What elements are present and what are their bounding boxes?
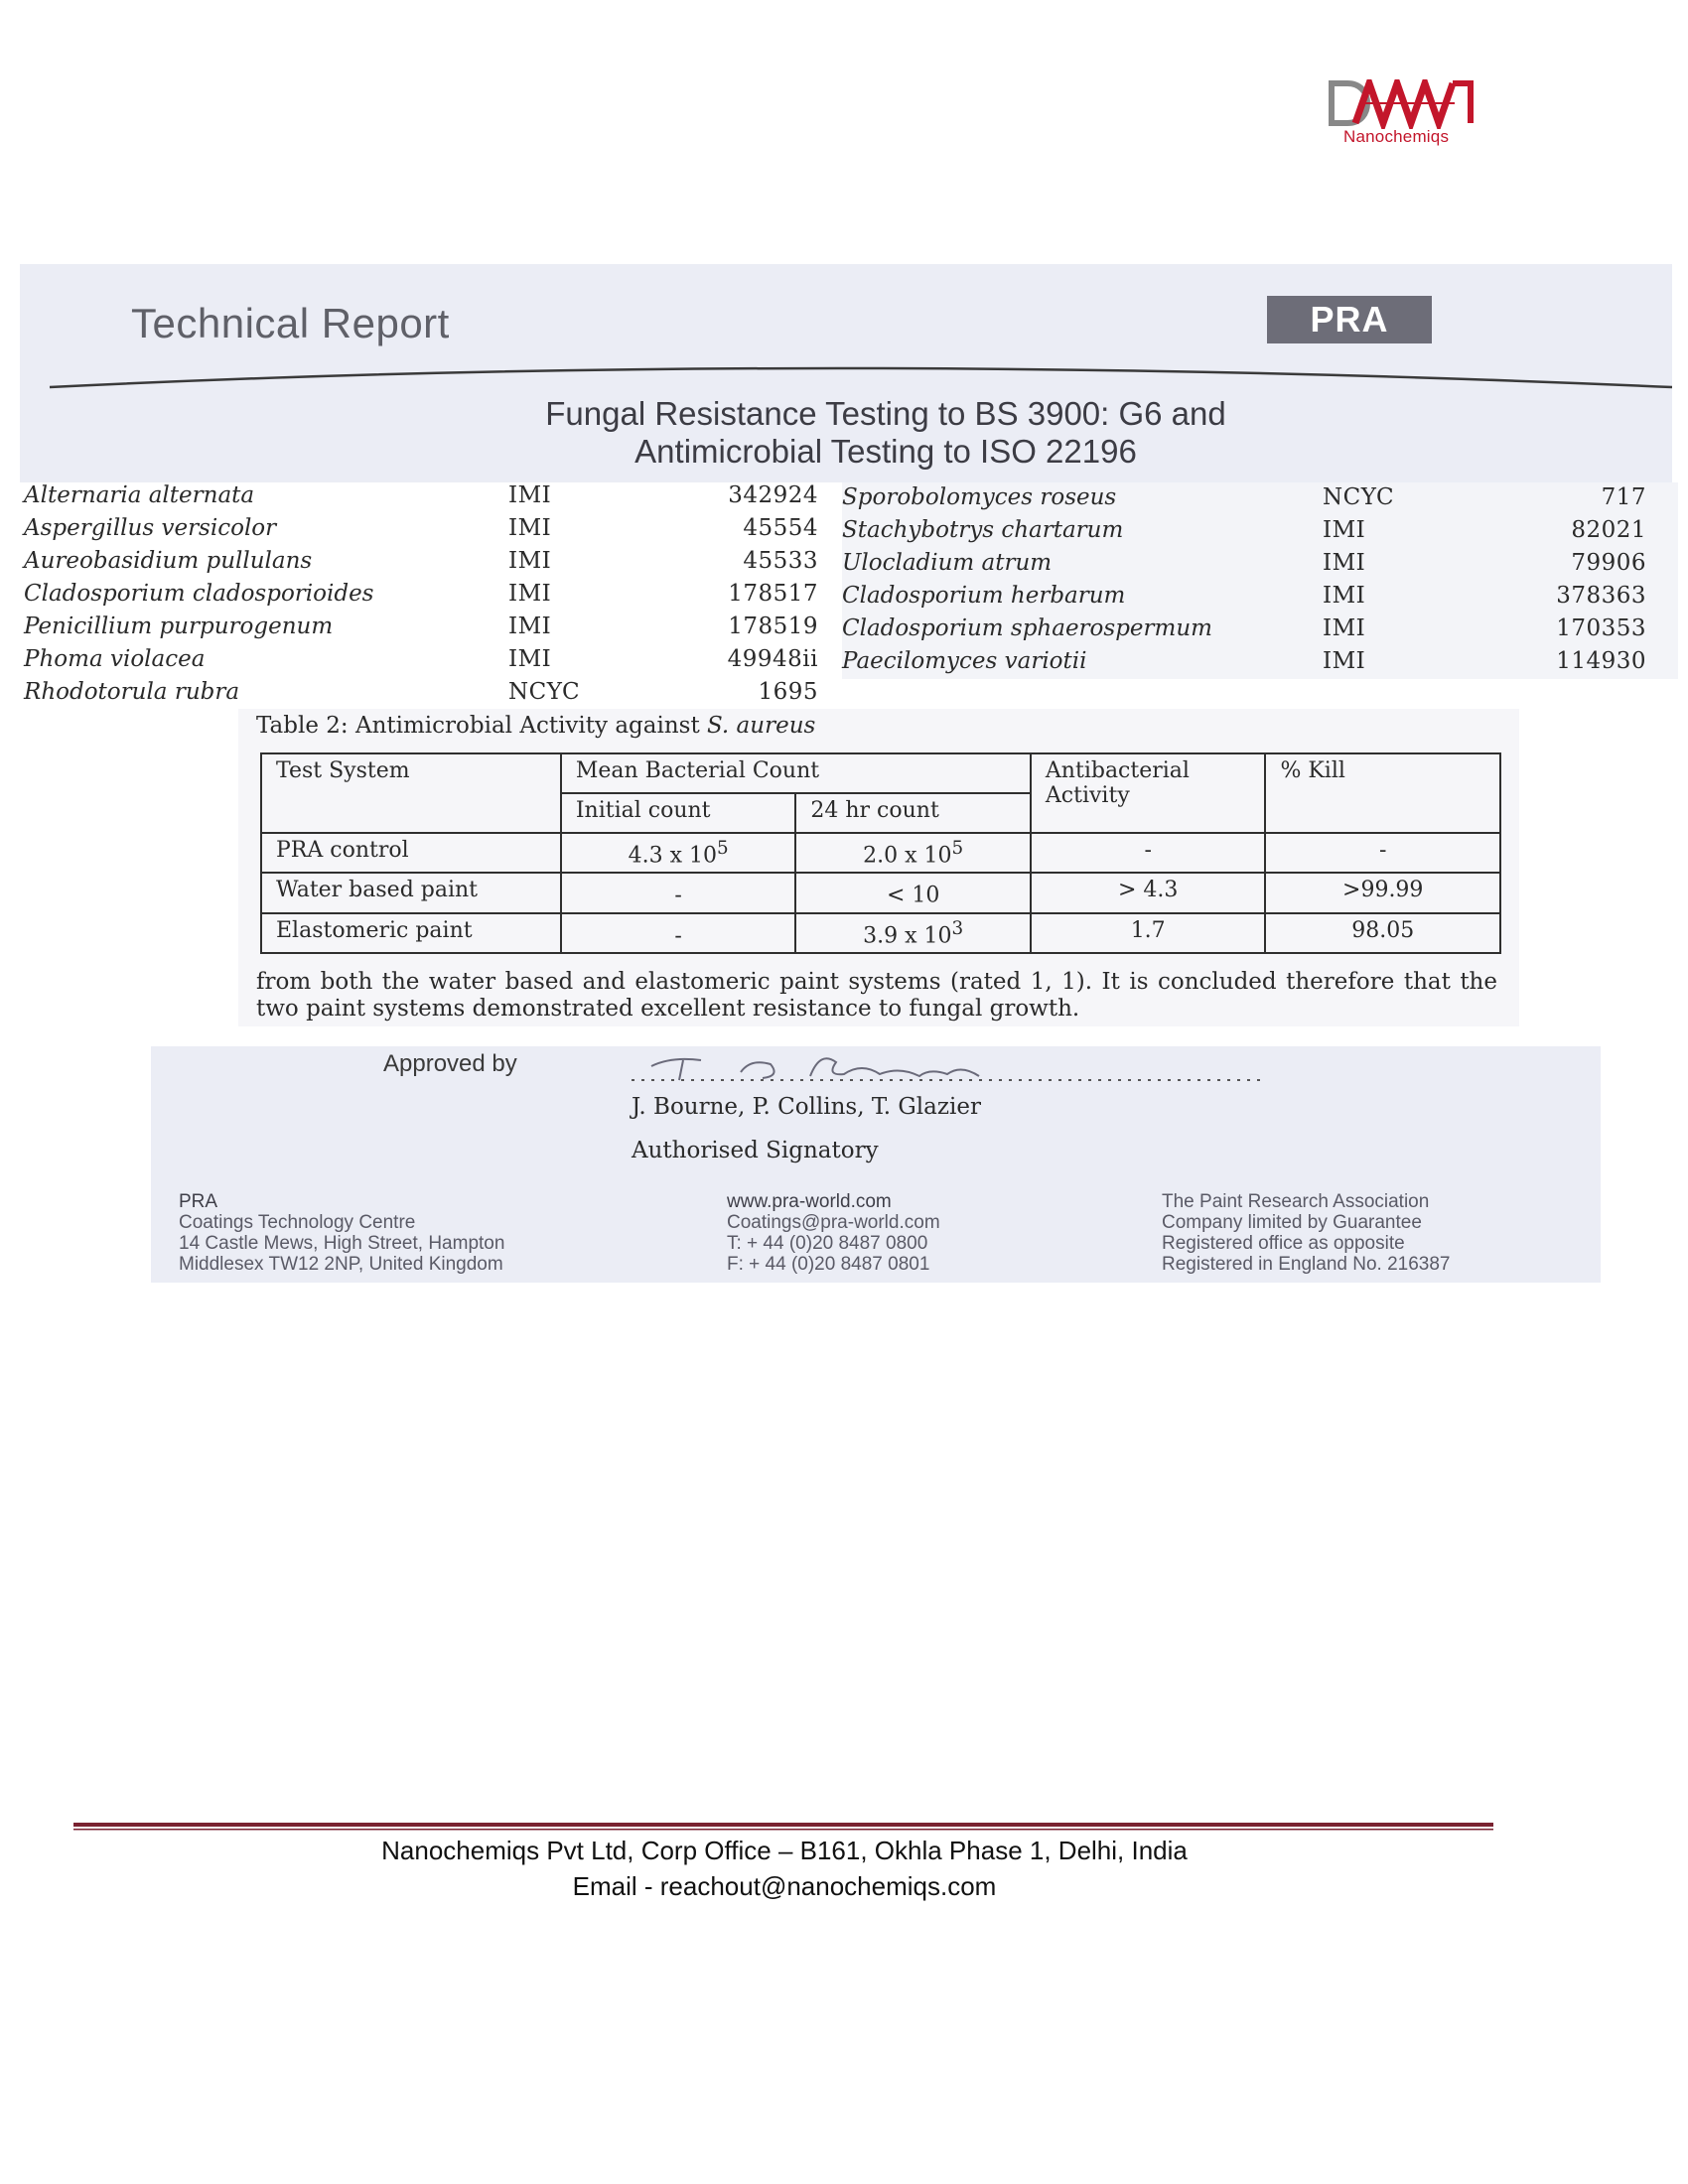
organism-number: 378363	[1556, 583, 1646, 609]
organism-name: Phoma violacea	[24, 646, 206, 672]
page-footer	[0, 1833, 1569, 1904]
organism-collection: NCYC	[508, 679, 581, 705]
logo-wordmark: Nanochemiqs	[1343, 127, 1450, 146]
organism-collection: NCYC	[1323, 484, 1395, 510]
footer-divider	[73, 1823, 1493, 1831]
organism-name: Cladosporium cladosporioides	[24, 581, 374, 607]
organism-name: Alternaria alternata	[24, 482, 255, 508]
organism-name: Cladosporium herbarum	[842, 583, 1126, 609]
list-item	[24, 513, 818, 546]
header-mean-count: Mean Bacterial Count	[561, 753, 1031, 793]
pra-registration: The Paint Research Association Company limited by Guarantee Registered office as opposite Registered in England No. 216387	[1162, 1191, 1451, 1275]
organism-collection: IMI	[1323, 550, 1366, 576]
list-item	[842, 614, 1678, 646]
organism-number: 1695	[758, 679, 818, 705]
table-caption-organism: S. aureus	[707, 713, 816, 739]
organism-number: 49948ii	[727, 646, 818, 672]
organism-name: Aureobasidium pullulans	[24, 548, 313, 574]
organism-list-left	[24, 480, 818, 710]
list-item	[24, 644, 818, 677]
organism-number: 342924	[728, 482, 818, 508]
header-kill: % Kill	[1265, 753, 1500, 833]
organism-name: Rhodotorula rubra	[24, 679, 240, 705]
signatory-role: Authorised Signatory	[632, 1138, 879, 1163]
organism-collection: IMI	[508, 646, 552, 672]
organism-collection: IMI	[1323, 648, 1366, 674]
organism-number: 45554	[743, 515, 818, 541]
subtitle-line-1: Fungal Resistance Testing to BS 3900: G6 and	[545, 395, 1226, 432]
signatory-names: J. Bourne, P. Collins, T. Glazier	[632, 1094, 981, 1120]
organism-number: 717	[1601, 484, 1646, 510]
cell-antibacterial-activity: 1.7	[1031, 913, 1266, 953]
list-item	[24, 579, 818, 612]
header-initial-count: Initial count	[561, 793, 796, 833]
organism-name: Sporobolomyces roseus	[842, 484, 1117, 510]
organism-name: Ulocladium atrum	[842, 550, 1053, 576]
list-item	[24, 546, 818, 579]
approval-section	[151, 1046, 1601, 1283]
organism-collection: IMI	[508, 581, 552, 607]
subtitle-line-2: Antimicrobial Testing to ISO 22196	[634, 433, 1137, 470]
pra-contact: www.pra-world.com Coatings@pra-world.com T: + 44 (0)20 8487 0800 F: + 44 (0)20 8487 0801	[727, 1191, 940, 1275]
organism-collection: IMI	[1323, 517, 1366, 543]
cell-initial-count: -	[561, 913, 796, 953]
antimicrobial-table	[260, 752, 1501, 954]
header-antibacterial-activity: Antibacterial Activity	[1031, 753, 1266, 833]
table-row	[261, 833, 1500, 873]
table-row	[261, 873, 1500, 912]
report-header	[20, 264, 1672, 482]
organism-collection: IMI	[1323, 583, 1366, 609]
cell-24hr-count: 3.9 x $10^3$	[795, 913, 1031, 953]
conclusion-text: from both the water based and elastomeric paint systems (rated 1, 1). It is concluded therefore that the two paint systems demonstrated excellent resistance to fungal growth.	[256, 969, 1497, 1022]
organism-number: 178517	[728, 581, 818, 607]
cell-test-system: Water based paint	[261, 873, 561, 912]
cell-24hr-count: < 10	[795, 873, 1031, 912]
list-item	[842, 548, 1678, 581]
cell-initial-count: -	[561, 873, 796, 912]
table-header-row	[261, 753, 1500, 793]
organism-list-right	[842, 482, 1678, 679]
organism-name: Penicillium purpurogenum	[24, 614, 334, 639]
header-test-system: Test System	[261, 753, 561, 833]
signature-image	[632, 1046, 1267, 1090]
list-item	[842, 581, 1678, 614]
organism-name: Stachybotrys chartarum	[842, 517, 1124, 543]
cell-initial-count: 4.3 x $10^5$	[561, 833, 796, 873]
organism-number: 79906	[1571, 550, 1646, 576]
company-logo	[1326, 79, 1479, 151]
list-item	[24, 677, 818, 710]
header-24hr-count: 24 hr count	[795, 793, 1031, 833]
cell-test-system: Elastomeric paint	[261, 913, 561, 953]
cell-antibacterial-activity: -	[1031, 833, 1266, 873]
footer-address: Nanochemiqs Pvt Ltd, Corp Office – B161, Okhla Phase 1, Delhi, India	[381, 1836, 1188, 1865]
cell-24hr-count: 2.0 x $10^5$	[795, 833, 1031, 873]
organism-collection: IMI	[508, 482, 552, 508]
cell-kill: 98.05	[1265, 913, 1500, 953]
logo-mark-icon	[1326, 79, 1479, 129]
antimicrobial-table-section	[238, 709, 1519, 1026]
list-item	[842, 646, 1678, 679]
organism-name: Paecilomyces variotii	[842, 648, 1087, 674]
organism-number: 178519	[728, 614, 818, 639]
organism-name: Cladosporium sphaerospermum	[842, 615, 1212, 641]
cell-kill: -	[1265, 833, 1500, 873]
pra-badge: PRA	[1267, 296, 1432, 343]
list-item	[842, 482, 1678, 515]
cell-antibacterial-activity: > 4.3	[1031, 873, 1266, 912]
organism-number: 114930	[1556, 648, 1646, 674]
table-caption	[256, 713, 815, 739]
list-item	[842, 515, 1678, 548]
report-subtitle	[20, 395, 1672, 471]
cell-kill: >99.99	[1265, 873, 1500, 912]
report-title: Technical Report	[131, 300, 450, 346]
table-row	[261, 913, 1500, 953]
organism-number: 170353	[1556, 615, 1646, 641]
organism-number: 82021	[1571, 517, 1646, 543]
organism-collection: IMI	[508, 515, 552, 541]
pra-address: PRA Coatings Technology Centre 14 Castle Mews, High Street, Hampton Middlesex TW12 2NP, United Kingdom	[179, 1191, 505, 1275]
list-item	[24, 480, 818, 513]
cell-test-system: PRA control	[261, 833, 561, 873]
organism-collection: IMI	[1323, 615, 1366, 641]
organism-name: Aspergillus versicolor	[24, 515, 277, 541]
table-caption-text: Table 2: Antimicrobial Activity against	[256, 713, 707, 739]
organism-collection: IMI	[508, 614, 552, 639]
approved-by-label: Approved by	[383, 1050, 517, 1077]
footer-email: Email - reachout@nanochemiqs.com	[572, 1871, 997, 1901]
organism-number: 45533	[743, 548, 818, 574]
organism-collection: IMI	[508, 548, 552, 574]
list-item	[24, 612, 818, 644]
